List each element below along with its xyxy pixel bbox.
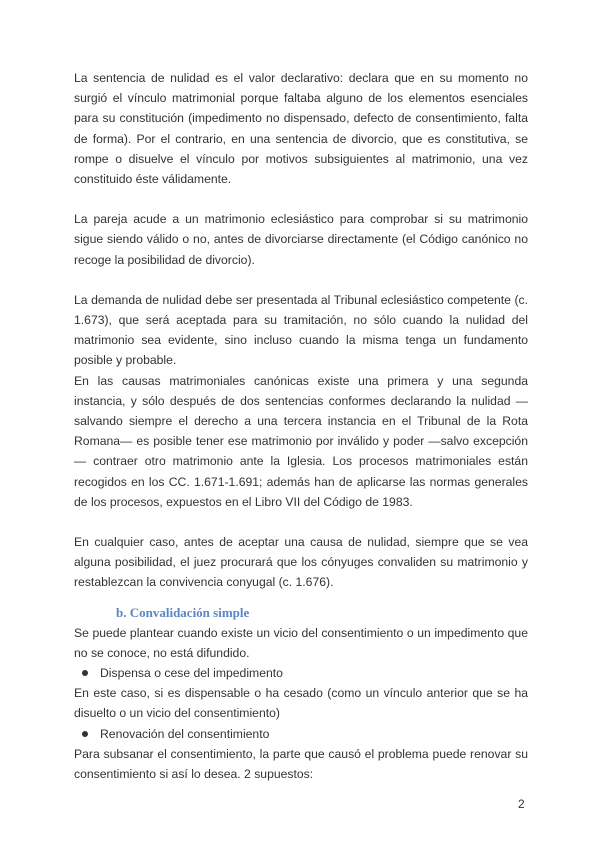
bullet-label: Renovación del consentimiento: [100, 726, 270, 741]
paragraph-demanda: La demanda de nulidad debe ser presentada al Tribunal eclesiástico competente (c. 1.673), que será aceptada para su tramitación, no sólo cuando la nulidad del matrimonio sea evidente, sino incluso cuando la misma tenga un fundamento posible y probable.: [74, 292, 528, 368]
section-intro: Se puede plantear cuando existe un vicio del consentimiento o un impedimento que no se conoce, no está difundido.: [74, 625, 528, 660]
section-heading: b. Convalidación simple: [116, 604, 250, 620]
paragraph-instancias: En las causas matrimoniales canónicas existe una primera y una segunda instancia, y sólo después de dos sentencias conformes declarando la nulidad —salvando siempre el derecho a una tercera instancia en el Tribunal de la Rota Romana— es posible tener ese matrimonio por inválido y poder —salvo excepción— contraer otro matrimonio ante la Iglesia. Los procesos matrimoniales están recogidos en los CC. 1.671-1.691; además han de aplicarse las normas generales de los procesos, expuestos en el Libro VII del Código de 1983.: [74, 373, 528, 509]
bullet-dot-icon: [82, 670, 88, 676]
paragraph-renovacion: Para subsanar el consentimiento, la parte que causó el problema puede renovar su consentimiento si así lo desea. 2 supuestos:: [74, 746, 528, 782]
bullet-label: Dispensa o cese del impedimento: [100, 666, 283, 681]
paragraph-dispensa: En este caso, si es dispensable o ha cesado (como un vínculo anterior que se ha disuelto o un vicio del consentimiento): [74, 686, 528, 721]
page-number: 2: [518, 797, 525, 811]
paragraph-convalidacion-juez: En cualquier caso, antes de aceptar una causa de nulidad, siempre que se vea alguna posibilidad, el juez procurará que los cónyuges convaliden su matrimonio y restablezcan la convivencia conyugal (c. 1.676).: [74, 535, 528, 590]
bullet-item-renovacion: [74, 724, 528, 744]
paragraph-pareja: La pareja acude a un matrimonio eclesiástico para comprobar si su matrimonio sigue siendo válido o no, antes de divorciarse directamente (el Código canónico no recoge la posibilidad de divorcio).: [74, 212, 528, 267]
paragraph-nulidad-definicion: La sentencia de nulidad es el valor declarativo: declara que en su momento no surgió el vínculo matrimonial porque faltaba alguno de los elementos esenciales para su constitución (impedimento no dispensado, defecto de consentimiento, falta de forma). Por el contrario, en una sentencia de divorcio, que es constitutiva, se rompe o disuelve el vínculo por motivos subsiguientes al matrimonio, una vez constituido éste válidamente.: [74, 71, 528, 187]
bullet-item-dispensa: [74, 663, 528, 683]
bullet-dot-icon: [82, 731, 88, 737]
document-page: [74, 68, 528, 784]
